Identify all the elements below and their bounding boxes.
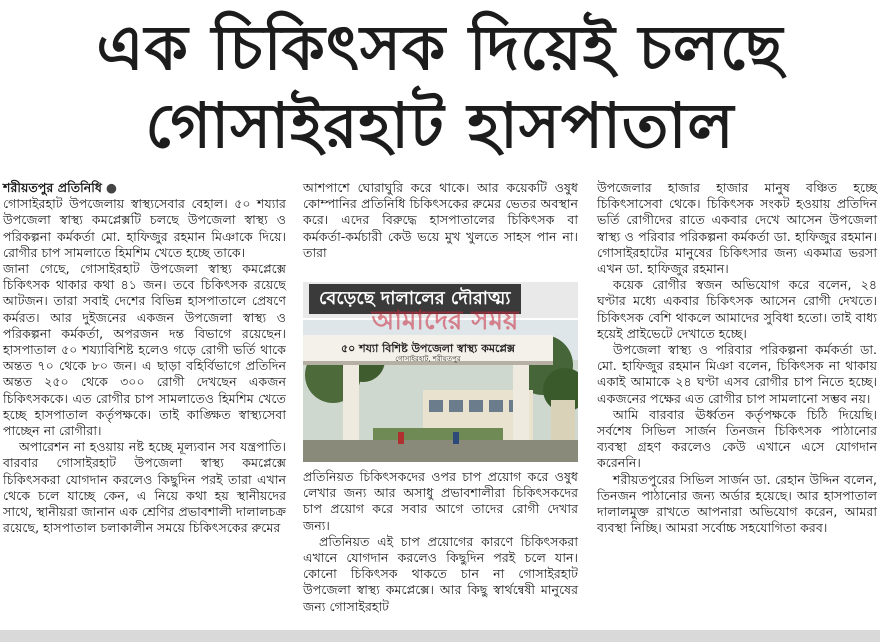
paragraph: কয়েক রোগীর স্বজন অভিযোগ করে বলেন, ২৪ ঘণ্টার মধ্যে একবার চিকিৎসক আসেন রোগী দেখতে। চিকিৎসক বেশি থাকলে আমাদের সুবিধা হতো। তাই বাধ্য হয়েই প্রাইভেটে দেখাতে হচ্ছে। [597, 277, 877, 341]
paragraph: প্রতিনিয়ত চিকিৎসকদের ওপর চাপ প্রয়োগ করে ওষুধ লেখার জন্য আর অসাধু প্রভাবশালীরা চিকিৎসকদের চাপ প্রয়োগ করে সবার আগে তাদের রোগী দেখার জন্য। [303, 469, 578, 533]
photo-sign-sub: গোসাইরহাট, শরীয়তপুর [395, 355, 461, 363]
paragraph: আশপাশে ঘোরাঘুরি করে থাকে। আর কয়েকটি ওষুধ কোম্পানির প্রতিনিধি চিকিৎসকের রুমের ভেতর অবস্থান করে। এদের বিরুদ্ধে হাসপাতালের চিকিৎসক বা কর্মকর্তা-কর্মচারী কেউ ভয়ে মুখ খুলতে সাহস পান না। তারা [303, 180, 578, 260]
watermark: আমাদের সময় [371, 306, 519, 336]
photo-sign: ৫০ শয্যা বিশিষ্ট উপজেলা স্বাস্থ্য কমপ্লেক্স [340, 342, 516, 355]
headline [0, 0, 880, 178]
bottom-strip [0, 630, 880, 642]
article-column-1 [3, 180, 286, 536]
paragraph: অপারেশন না হওয়ায় নষ্ট হচ্ছে মূল্যবান সব যন্ত্রপাতি। বারবার গোসাইরহাট উপজেলা স্বাস্থ্য কমপ্লেক্সে চিকিৎসকরা যোগদান করলেও কিছুদিন পরই তারা এখান থেকে চলে যাচ্ছে কেন, এ নিয়ে কথা হয় স্থানীয়দের সাথে, স্থানীয়রা জানান এক শ্রেণির প্রভাবশালী দালালচক্র রয়েছে, হাসপাতাল চলাকালীন সময়ে চিকিৎসকের রুমের [3, 439, 286, 536]
article-column-2-bottom [303, 469, 578, 615]
paragraph: উপজেলার হাজার হাজার মানুষ বঞ্চিত হচ্ছে চিকিৎসাসেবা থেকে। চিকিৎসক সংকট হওয়ায় প্রতিদিন ভর্তি রোগীদের রাতে একবার দেখে আসেন উপজেলা স্বাস্থ্য ও পরিবার পরিকল্পনা কর্মকর্তা ডা. হাফিজুর রহমান। গোসাইরহাটের মানুষের চিকিৎসার জন্য একমাত্র ভরসা এখন ডা. হাফিজুর রহমান। [597, 180, 877, 277]
article-column-3 [597, 180, 877, 536]
paragraph: আমি বারবার ঊর্ধ্বতন কর্তৃপক্ষকে চিঠি দিয়েছি। সর্বশেষ সিভিল সার্জন তিনজন চিকিৎসক পাঠানোর ব্যবস্থা গ্রহণ করলেও কেউ এখানে এসে যোগদান করেননি। [597, 406, 877, 471]
paragraph: শরীয়তপুরের সিভিল সার্জন ডা. রেহান উদ্দিন বলেন, তিনজন পাঠানোর জন্য অর্ডার হয়েছে। আর হাসপাতাল দালালমুক্ত রাখতে আপনারা অভিযোগ করেন, আমরা ব্যবস্থা নিচ্ছি। আমরা সর্বোচ্চ সহযোগিতা করব। [597, 471, 877, 536]
paragraph: জানা গেছে, গোসাইরহাট উপজেলা স্বাস্থ্য কমপ্লেক্সে চিকিৎসক থাকার কথা ৪১ জন। তবে চিকিৎসক রয়েছে আটজন। তারা সবাই দেশের বিভিন্ন হাসপাতালে প্রেষণে কর্মরত। আর দুইজনের একজন উপজেলা স্বাস্থ্য ও পরিকল্পনা কর্মকর্তা, অপরজন দন্ত বিভাগে রয়েছেন। হাসপাতাল ৫০ শয্যাবিশিষ্ট হলেও গড়ে রোগী ভর্তি থাকে অন্তত ৭০ থেকে ৮০ জন। এ ছাড়া বহির্বিভাগে প্রতিদিন অন্তত ২৫০ থেকে ৩০০ রোগী দেখছেন একজন চিকিৎসককে। এত রোগীর চাপ সামলাতেও হিমশিম খেতে হচ্ছে হাসপাতাল কর্তৃপক্ষকে। তাই কাঙ্ক্ষিত স্বাস্থ্যসেবা পাচ্ছেন না রোগীরা। [3, 261, 286, 439]
headline-line-2: গোসাইরহাট হাসপাতাল [145, 89, 735, 162]
byline: শরীয়তপুর প্রতিনিধি [3, 180, 102, 195]
subhead: বেড়েছে দালালের দৌরাত্ম্য [309, 284, 521, 314]
article-column-2-top [303, 180, 578, 261]
headline-line-1: এক চিকিৎসক দিয়েই চলছে [96, 11, 784, 84]
byline-bullet-icon: ● [105, 180, 117, 195]
paragraph: প্রতিনিয়ত এই চাপ প্রয়োগের কারণে চিকিৎসকরা এখানে যোগদান করলেও কিছুদিন পরই চলে যান। কোনো চিকিৎসক থাকতে চান না গোসাইরহাট উপজেলা স্বাস্থ্য কমপ্লেক্সে। আর কিছু স্বার্থন্বেষী মানুষের জন্য গোসাইরহাট [303, 533, 578, 614]
paragraph: গোসাইরহাট উপজেলায় স্বাস্থ্যসেবার বেহাল। ৫০ শয্যার উপজেলা স্বাস্থ্য কমপ্লেক্সটি চলছে উপজেলা স্বাস্থ্য ও পরিকল্পনা কর্মকর্তা মো. হাফিজুর রহমান মিঞাকে দিয়ে। রোগীর চাপ সামলাতে হিমশিম খেতে হচ্ছে তাকে। [3, 196, 286, 260]
paragraph: উপজেলা স্বাস্থ্য ও পরিবার পরিকল্পনা কর্মকর্তা ডা. মো. হাফিজুর রহমান মিঞা বলেন, চিকিৎসক না থাকায় একাই আমাকে ২৪ ঘণ্টা এসব রোগীর চাপ নিতে হচ্ছে। একজনের পক্ষের এত রোগীর চাপ সামলানো সম্ভব নয়। [597, 342, 877, 406]
byline-line [3, 180, 286, 196]
